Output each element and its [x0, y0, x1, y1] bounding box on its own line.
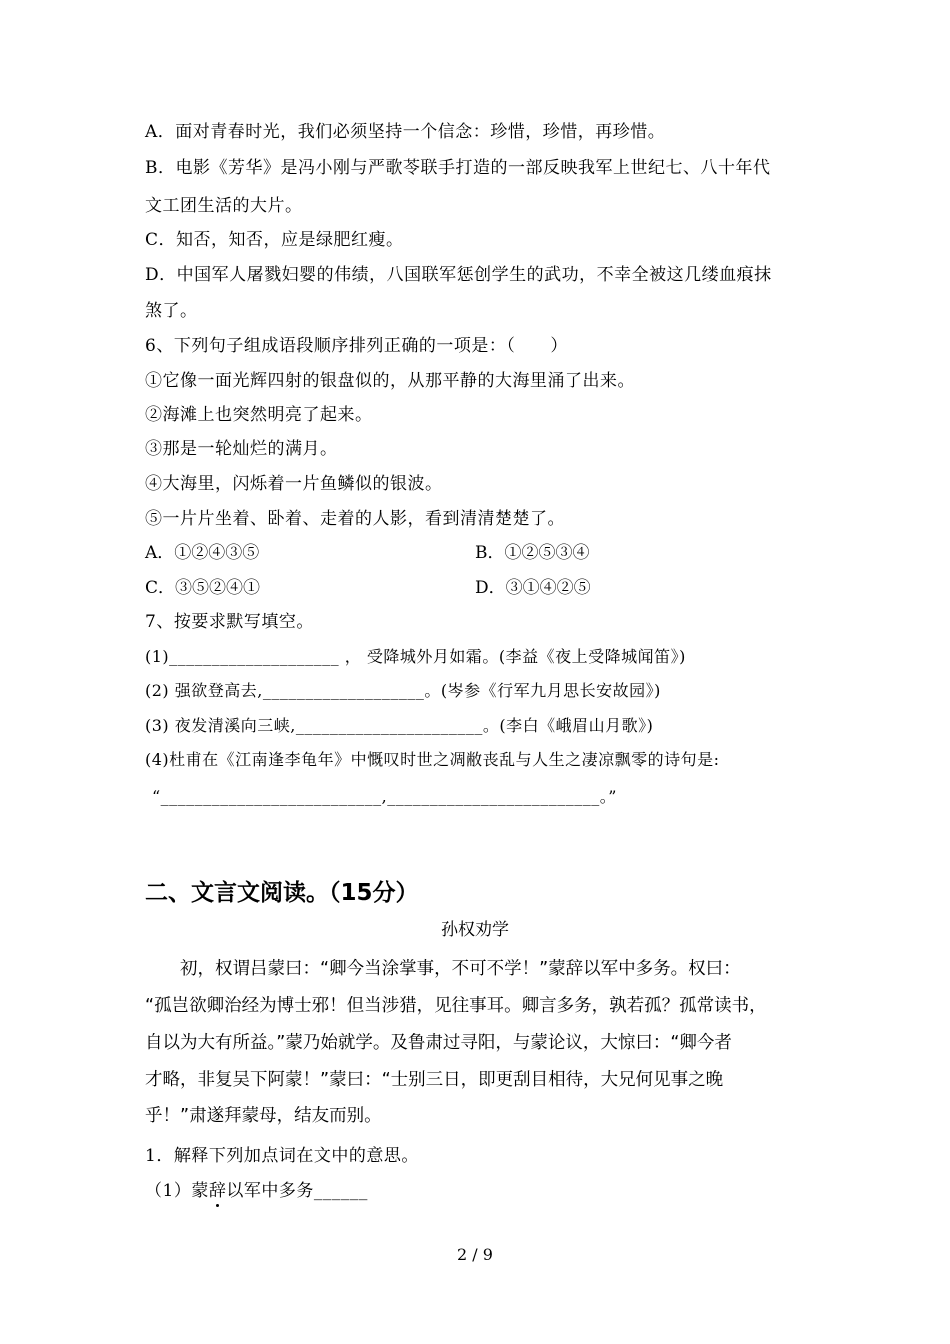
q7-item-2: (2) 强欲登高去,___________________。(岑参《行军九月思长安故园》)	[145, 681, 661, 700]
q5-option-b-line1: B．电影《芳华》是冯小刚与严歌苓联手打造的一部反映我军上世纪七、八十年代	[145, 158, 771, 178]
q5-option-d-line2: 煞了。	[145, 301, 198, 321]
question-1-item-1	[145, 1180, 368, 1202]
passage-line: 自以为大有所益。”蒙乃始就学。及鲁肃过寻阳，与蒙论议，大惊曰：“卿今者	[145, 1033, 732, 1053]
passage-line: 才略，非复吴下阿蒙！”蒙曰：“士别三日，即更刮目相待，大兄何见事之晚	[145, 1070, 724, 1090]
q7-item-4-line1: (4)杜甫在《江南逢李龟年》中慨叹时世之凋敝丧乱与人生之凄凉飘零的诗句是:	[145, 750, 720, 769]
passage-line: 初，权谓吕蒙曰：“卿今当涂掌事，不可不学！”蒙辞以军中多务。权曰：	[145, 959, 741, 979]
q5-option-a: A．面对青春时光，我们必须坚持一个信念：珍惜，珍惜，再珍惜。	[145, 122, 666, 142]
q7-item-1: (1)____________________ ， 受降城外月如霜。(李益《夜上受降城闻笛》)	[145, 647, 686, 666]
question-1-stem: 1．解释下列加点词在文中的意思。	[145, 1146, 419, 1166]
q6-option-d: D．③①④②⑤	[475, 578, 591, 598]
q7-item-4-line2: “__________________________,_________________________。”	[152, 787, 617, 806]
q6-option-a: A．①②④③⑤	[145, 543, 260, 563]
q6-option-c: C．③⑤②④①	[145, 578, 261, 598]
q6-stem: 6、下列句子组成语段顺序排列正确的一项是：（ ）	[145, 336, 568, 356]
question-1-item-1-suffix: 以军中多务______	[226, 1181, 368, 1201]
q6-sentence-4: ④大海里，闪烁着一片鱼鳞似的银波。	[145, 474, 443, 494]
q5-option-b-line2: 文工团生活的大片。	[145, 196, 303, 216]
q7-stem: 7、按要求默写填空。	[145, 612, 314, 632]
q6-sentence-1: ①它像一面光辉四射的银盘似的，从那平静的大海里涌了出来。	[145, 371, 635, 391]
section-heading: 二、文言文阅读。（15分）	[145, 880, 419, 906]
question-1-item-1-prefix: （1）蒙	[145, 1181, 209, 1201]
passage-line: 乎！”肃遂拜蒙母，结友而别。	[145, 1106, 382, 1126]
emphasis-dotted-char: 辞	[208, 1181, 227, 1201]
q6-sentence-5: ⑤一片片坐着、卧着、走着的人影，看到清清楚楚了。	[145, 509, 565, 529]
q6-option-b: B．①②⑤③④	[475, 543, 590, 563]
passage-title: 孙权劝学	[441, 920, 509, 940]
q6-sentence-2: ②海滩上也突然明亮了起来。	[145, 405, 373, 425]
q5-option-d-line1: D．中国军人屠戮妇婴的伟绩，八国联军惩创学生的武功，不幸全被这几缕血痕抹	[145, 265, 772, 285]
q7-item-3: (3) 夜发清溪向三峡,______________________。(李白《峨眉山月歌》)	[145, 716, 654, 735]
passage-line: “孤岂欲卿治经为博士邪！但当涉猎，见往事耳。卿言多务，孰若孤？孤常读书，	[145, 996, 767, 1016]
page-number: 2 / 9	[457, 1245, 493, 1264]
q5-option-c: C．知否，知否，应是绿肥红瘦。	[145, 230, 404, 250]
q6-sentence-3: ③那是一轮灿烂的满月。	[145, 439, 338, 459]
